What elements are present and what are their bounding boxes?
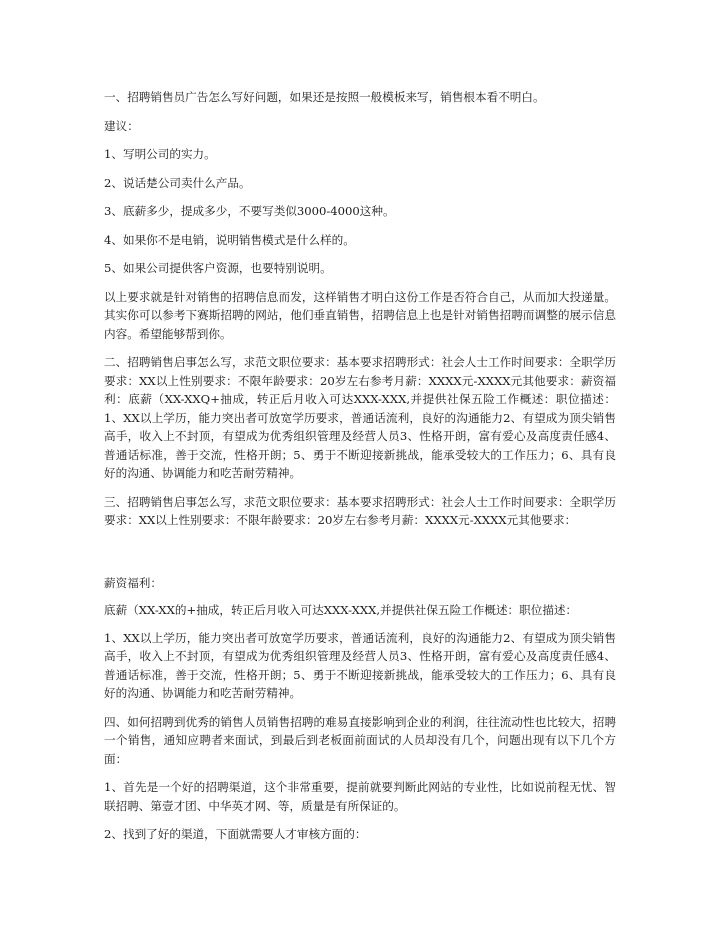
paragraph-section-2: 二、招聘销售启事怎么写，求范文职位要求：基本要求招聘形式：社会人士工作时间要求：全职学历要求：XX以上性别要求：不限年龄要求：20岁左右参考月薪：XXXX元-XXXX元其他要求：薪资福利：底薪（XX-XXQ+抽成，转正后月收入可达XXX-XXX,并提供社保五险工作概述：职位描述：1、XX以上学历，能力突出者可放宽学历要求，普通话流利，良好的沟通能力2、有望成为顶尖销售高手，收入上不封顶，有望成为优秀组织管理及经营人员3、性格开朗，富有爱心及高度责任感4、普通话标准，善于交流，性格开朗；5、勇于不断迎接新挑战，能承受较大的工作压力；6、具有良好的沟通、协调能力和吃苦耐劳精神。 bbox=[104, 355, 616, 480]
list-item-1: 1、写明公司的实力。 bbox=[104, 147, 216, 161]
list-item-5: 5、如果公司提供客户资源，也要特别说明。 bbox=[104, 261, 332, 275]
paragraph-summary: 以上要求就是针对销售的招聘信息而发，这样销售才明白这份工作是否符合自己，从而加大投递量。其实你可以参考下赛斯招聘的网站，他们垂直销售，招聘信息上也是针对销售招聘而调整的展示信息内容。希望能够帮到你。 bbox=[104, 289, 616, 341]
paragraph-suggestion-label: 建议： bbox=[104, 118, 139, 133]
paragraph-job-description: 1、XX以上学历，能力突出者可放宽学历要求，普通话流利，良好的沟通能力2、有望成为顶尖销售高手，收入上不封顶，有望成为优秀组织管理及经营人员3、性格开朗，富有爱心及高度责任感4、普通话标准，善于交流，性格开朗；5、勇于不断迎接新挑战，能承受较大的工作压力；6、具有良好的沟通、协调能力和吃苦耐劳精神。 bbox=[104, 630, 616, 700]
list-item-4: 4、如果你不是电销，说明销售模式是什么样的。 bbox=[104, 232, 355, 247]
list-item-3: 3、底薪多少，提成多少，不要写类似3000-4000这种。 bbox=[104, 204, 395, 218]
paragraph-salary-label: 薪资福利： bbox=[104, 575, 162, 590]
list-item-2: 2、说话楚公司卖什么产品。 bbox=[104, 175, 251, 190]
paragraph-channel-2: 2、找到了好的渠道，下面就需要人才审核方面的： bbox=[104, 827, 367, 841]
paragraph-section-3: 三、招聘销售启事怎么写，求范文职位要求：基本要求招聘形式：社会人士工作时间要求：全职学历要求：XX以上性别要求：不限年龄要求：20岁左右参考月薪：XXXX元-XXXX元其他要求： bbox=[104, 494, 616, 527]
document-body bbox=[104, 88, 616, 844]
paragraph-section-4: 四、如何招聘到优秀的销售人员销售招聘的难易直接影响到企业的利润，往往流动性也比较大，招聘一个销售，通知应聘者来面试，到最后到老板面前面试的人员却没有几个，问题出现有以下几个方面： bbox=[104, 714, 616, 766]
paragraph-salary-detail: 底薪（XX-XX的+抽成，转正后月收入可达XXX-XXX,并提供社保五险工作概述：职位描述： bbox=[104, 603, 578, 617]
paragraph-section-1-heading: 一、招聘销售员广告怎么写好问题，如果还是按照一般模板来写，销售根本看不明白。 bbox=[104, 90, 545, 104]
paragraph-channel-1: 1、首先是一个好的招聘渠道，这个非常重要，提前就要判断此网站的专业性，比如说前程无忧、智联招聘、第壹才团、中华英才网、等，质量是有所保证的。 bbox=[104, 780, 616, 813]
